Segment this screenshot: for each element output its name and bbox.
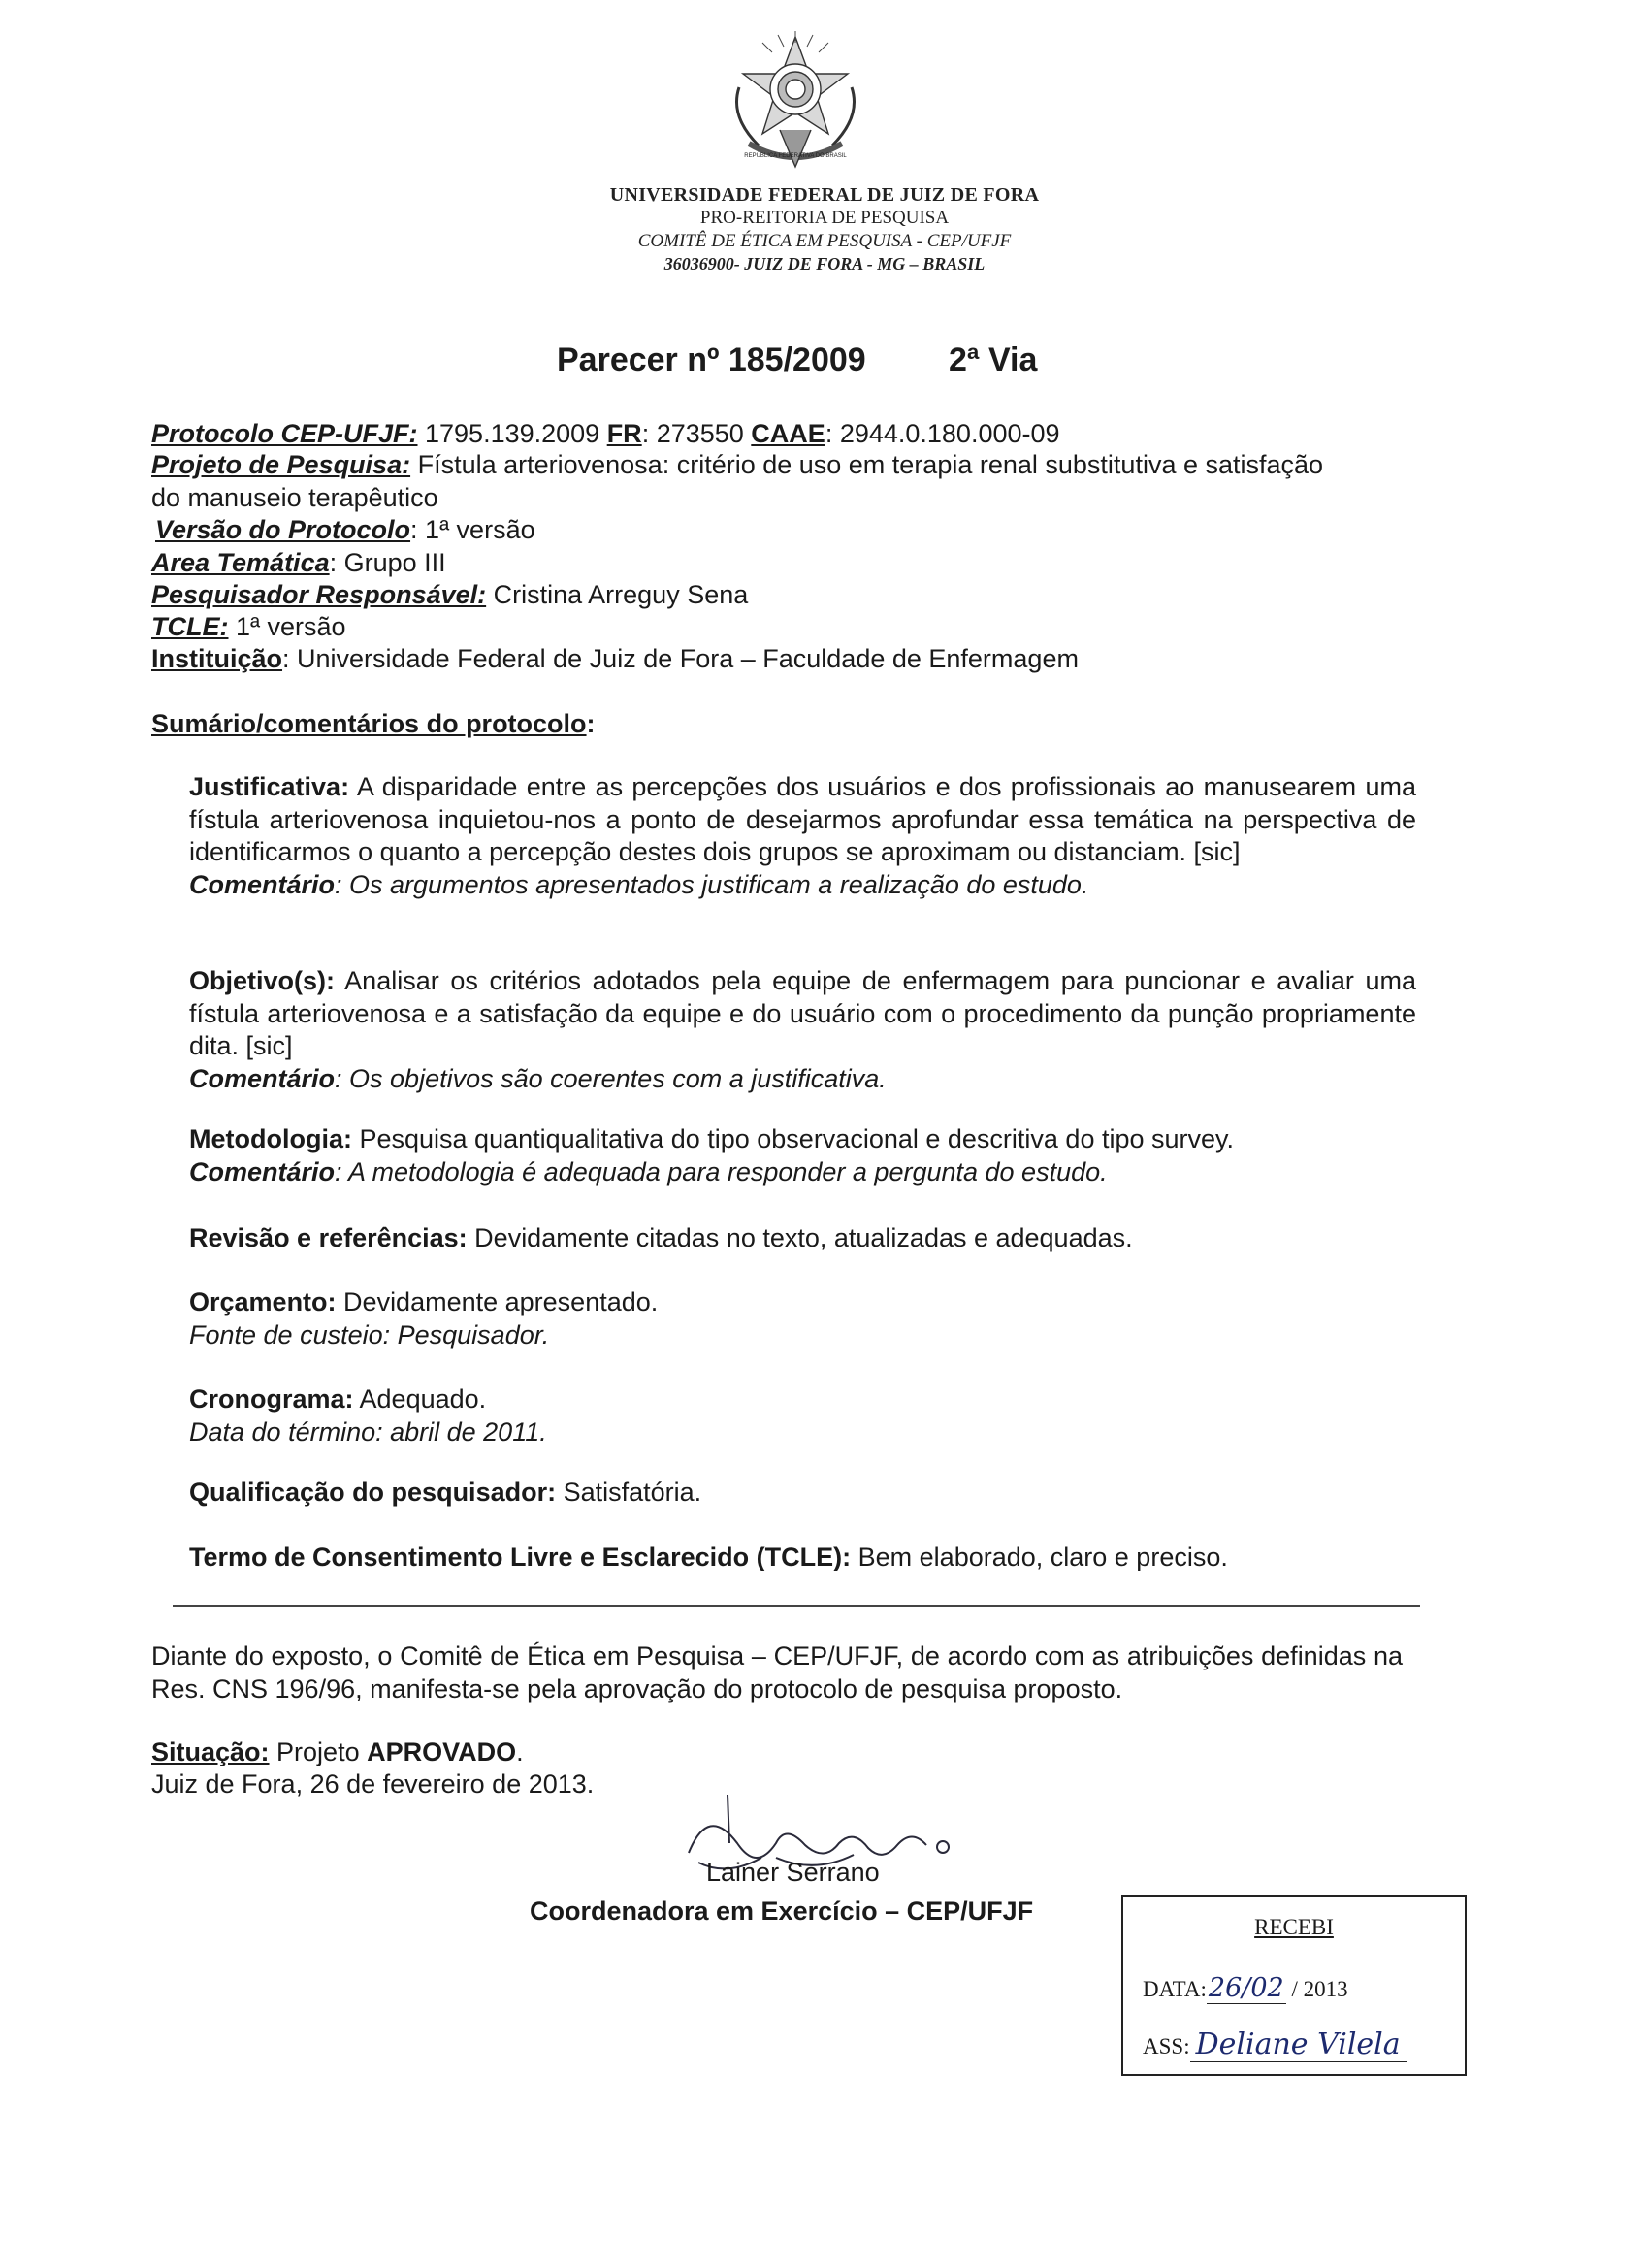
instituicao-label: Instituição — [151, 644, 283, 673]
cronograma-block — [189, 1383, 1416, 1448]
section-divider — [173, 1605, 1420, 1607]
projeto-label: Projeto de Pesquisa: — [151, 450, 411, 479]
instituicao-value: : Universidade Federal de Juiz de Fora – Faculdade de Enfermagem — [282, 644, 1079, 673]
versao-label: Versão do Protocolo — [155, 515, 411, 544]
qualificacao-text: Satisfatória. — [556, 1477, 702, 1507]
cronograma-label: Cronograma: — [189, 1384, 354, 1413]
pesquisador-label: Pesquisador Responsável: — [151, 580, 487, 609]
projeto-line — [151, 448, 1323, 481]
protocolo-label: Protocolo CEP-UFJF: — [151, 419, 418, 448]
metodologia-comment-label: Comentário — [189, 1156, 336, 1186]
revisao-block — [189, 1222, 1416, 1255]
metodologia-paragraph — [189, 1123, 1416, 1156]
objetivo-paragraph — [189, 965, 1416, 1063]
orcamento-block — [189, 1286, 1416, 1351]
closing-paragraph: Diante do exposto, o Comitê de Ética em Pesquisa – CEP/UFJF, de acordo com as atribuições definidas na Res. CNS 196/96, manifesta-se pela aprovação do protocolo de pesquisa proposto. — [151, 1641, 1403, 1703]
situacao-line — [151, 1735, 1403, 1768]
orcamento-text: Devidamente apresentado. — [336, 1287, 659, 1316]
stamp-signature-label: ASS: — [1143, 2034, 1190, 2058]
pesquisador-line — [151, 578, 748, 611]
qualificacao-label: Qualificação do pesquisador: — [189, 1477, 557, 1507]
tcle-section-label: Termo de Consentimento Livre e Esclarecido (TCLE): — [189, 1542, 852, 1571]
address: 36036900- JUIZ DE FORA - MG – BRASIL — [663, 254, 986, 274]
justificativa-label: Justificativa: — [189, 772, 350, 801]
situacao-text: Projeto — [269, 1737, 368, 1766]
committee-name: COMITÊ DE ÉTICA EM PESQUISA - CEP/UFJF — [637, 231, 1012, 251]
metodologia-block — [189, 1123, 1416, 1188]
objetivo-label: Objetivo(s): — [189, 966, 336, 995]
stamp-signature-line — [1143, 2027, 1406, 2062]
projeto-line-cont: do manuseio terapêutico — [151, 483, 438, 512]
metodologia-comment — [189, 1156, 1416, 1189]
cronograma-text: Adequado. — [353, 1384, 487, 1413]
cronograma-note: Data do término: abril de 2011. — [189, 1416, 547, 1446]
justificativa-text: A disparidade entre as percepções dos usuários e dos profissionais ao manusearem uma fístula arteriovenosa inquietou-nos a ponto de desejarmos aprofundar essa temática na perspectiva de identificarmos o quanto a percepção destes dois grupos se aproximam ou distanciam. [sic] — [189, 772, 1416, 866]
versao-line — [155, 513, 535, 546]
projeto-value: Fístula arteriovenosa: critério de uso em terapia renal substitutiva e satisfação — [410, 450, 1324, 479]
parecer-title: Parecer nº 185/2009 — [557, 341, 866, 378]
metodologia-label: Metodologia: — [189, 1124, 352, 1153]
protocolo-value: 1795.139.2009 — [417, 419, 607, 448]
revisao-label: Revisão e referências: — [189, 1223, 468, 1252]
area-label: Area Temática — [151, 548, 330, 577]
summary-heading-line — [151, 707, 596, 740]
received-stamp — [1121, 1895, 1467, 2076]
metodologia-comment-text: : A metodologia é adequada para responder a pergunta do estudo. — [335, 1156, 1108, 1186]
tcle-field-value: 1ª versão — [228, 612, 346, 641]
signer-role: Coordenadora em Exercício – CEP/UFJF — [530, 1896, 1034, 1926]
pesquisador-value: Cristina Arreguy Sena — [486, 580, 749, 609]
pro-reitoria: PRO-REITORIA DE PESQUISA — [699, 208, 950, 228]
objetivo-comment — [189, 1063, 1416, 1096]
versao-value: : 1ª versão — [410, 515, 535, 544]
tcle-line — [151, 610, 346, 643]
metodologia-text: Pesquisa quantiqualitativa do tipo observacional e descritiva do tipo survey. — [351, 1124, 1235, 1153]
summary-heading-colon: : — [586, 709, 596, 738]
stamp-date-label: DATA: — [1143, 1977, 1207, 2001]
university-name: UNIVERSIDADE FEDERAL DE JUIZ DE FORA — [609, 184, 1040, 206]
situacao-end: . — [516, 1737, 524, 1766]
caae-value: : 2944.0.180.000-09 — [824, 419, 1060, 448]
seal-motto: REPÚBLICA FEDERATIVA DO BRASIL — [744, 153, 847, 159]
objetivo-text: Analisar os critérios adotados pela equipe de enfermagem para puncionar e avaliar uma fístula arteriovenosa e a satisfação da equipe e do usuário com o procedimento da punção propriamente dita. [sic] — [189, 966, 1416, 1060]
orcamento-label: Orçamento: — [189, 1287, 337, 1316]
justificativa-comment-label: Comentário — [189, 869, 336, 899]
stamp-date-value: 26/02 — [1208, 1973, 1284, 2003]
justificativa-block — [189, 771, 1416, 901]
objetivo-comment-label: Comentário — [189, 1063, 336, 1093]
summary-heading: Sumário/comentários do protocolo — [151, 709, 587, 738]
stamp-signature-value: Deliane Vilela — [1190, 2027, 1406, 2062]
justificativa-paragraph — [189, 771, 1416, 869]
area-line — [151, 546, 446, 579]
caae-label: CAAE — [751, 419, 825, 448]
orcamento-note: Fonte de custeio: Pesquisador. — [189, 1319, 550, 1349]
protocolo-line — [151, 417, 1060, 450]
objetivo-block — [189, 965, 1416, 1095]
tcle-field-label: TCLE: — [151, 612, 229, 641]
stamp-title: RECEBI — [1254, 1915, 1334, 1939]
tcle-section-text: Bem elaborado, claro e preciso. — [851, 1542, 1228, 1571]
via-label: 2ª Via — [949, 341, 1038, 378]
stamp-date-year: / 2013 — [1285, 1977, 1348, 2001]
fr-label: FR — [606, 419, 642, 448]
fr-value: : 273550 — [641, 419, 752, 448]
qualificacao-block — [189, 1476, 1416, 1509]
situacao-label: Situação: — [151, 1737, 270, 1766]
instituicao-line — [151, 642, 1079, 675]
revisao-text: Devidamente citadas no texto, atualizadas e adequadas. — [467, 1223, 1133, 1252]
justificativa-comment-text: : Os argumentos apresentados justificam a realização do estudo. — [335, 869, 1089, 899]
tcle-block — [189, 1541, 1416, 1574]
brazil-coat-of-arms-seal — [720, 29, 871, 180]
stamp-date-line — [1143, 1973, 1348, 2004]
situacao-status: APROVADO — [367, 1737, 517, 1766]
local-date: Juiz de Fora, 26 de fevereiro de 2013. — [151, 1769, 595, 1798]
justificativa-comment — [189, 869, 1416, 902]
area-value: : Grupo III — [329, 548, 446, 577]
objetivo-comment-text: : Os objetivos são coerentes com a justificativa. — [335, 1063, 887, 1093]
signer-name: Lainer Serrano — [706, 1858, 880, 1887]
